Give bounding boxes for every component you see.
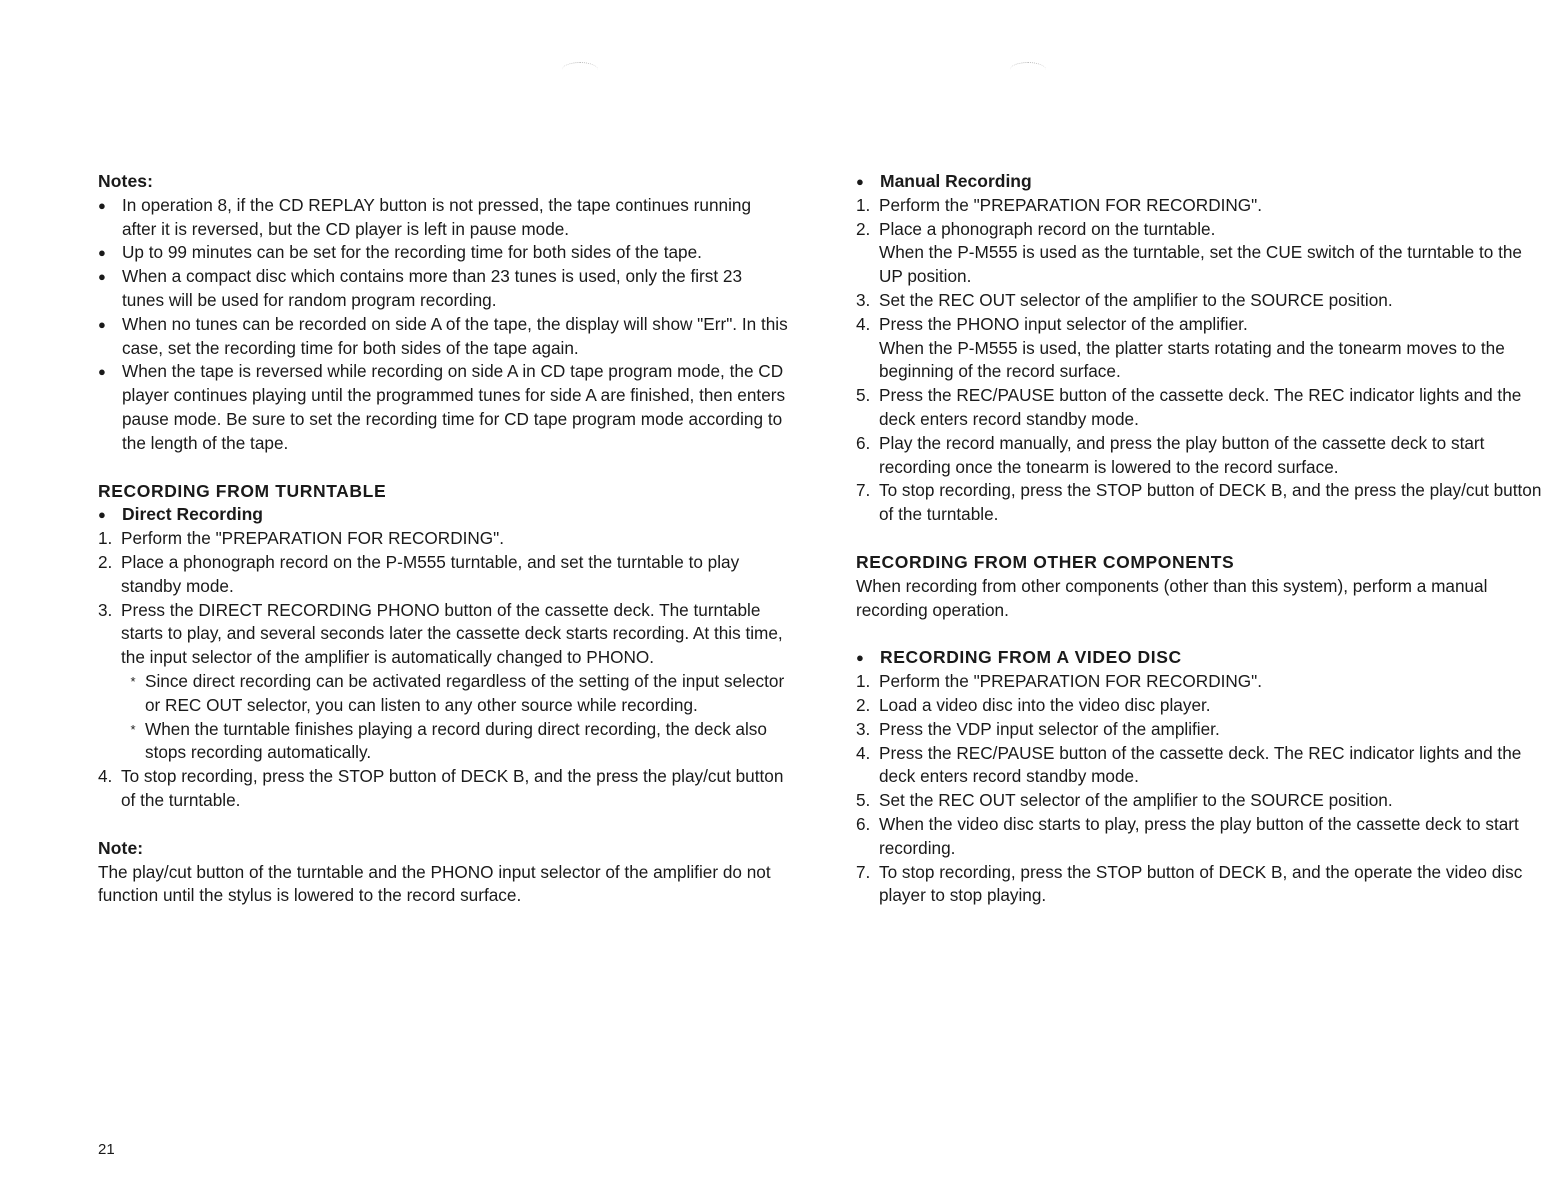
step-item — [856, 861, 1546, 909]
step-number: 3. — [98, 599, 113, 620]
video-disc-heading: RECORDING FROM A VIDEO DISC — [880, 647, 1182, 668]
step-item — [856, 432, 1546, 480]
bullet-icon: ● — [98, 364, 106, 380]
step-extra-text: When the P-M555 is used, the platter starts rotating and the tonearm moves to the beginning of the record surface. — [879, 337, 1505, 382]
step-item — [98, 765, 788, 813]
step-number: 4. — [856, 742, 871, 763]
step-number: 3. — [856, 289, 871, 310]
asterisk-icon: * — [130, 721, 136, 737]
section-title-turntable: RECORDING FROM TURNTABLE — [98, 480, 387, 501]
step-item — [856, 479, 1546, 527]
step-number: 7. — [856, 480, 871, 501]
note-text: The play/cut button of the turntable and the PHONO input selector of the amplifier do not function until the stylus is lowered to the record surface. — [98, 861, 771, 906]
note-text: When no tunes can be recorded on side A of the tape, the display will show "Err". In this case, set the recording time for both sides of the tape again. — [122, 313, 788, 358]
step-item — [856, 742, 1546, 790]
step-extra-text: When the P-M555 is used as the turntable, set the CUE switch of the turntable to the UP position. — [879, 242, 1522, 287]
list-item — [98, 265, 788, 313]
step-number: 7. — [856, 861, 871, 882]
step-item — [856, 670, 1546, 694]
step-text: When the video disc starts to play, press the play button of the cassette deck to start recording. — [879, 813, 1519, 858]
step-text: Perform the "PREPARATION FOR RECORDING". — [879, 194, 1263, 215]
note-heading: Note: — [98, 837, 144, 858]
scan-mark — [1010, 62, 1046, 77]
step-text: Press the REC/PAUSE button of the cassette deck. The REC indicator lights and the deck enters record standby mode. — [879, 385, 1522, 429]
step-text: Place a phonograph record on the P-M555 turntable, and set the turntable to play standby mode. — [121, 551, 740, 596]
direct-recording-heading: Direct Recording — [122, 504, 263, 525]
step-number: 2. — [856, 218, 871, 239]
step-item — [856, 313, 1546, 337]
step-item — [856, 218, 1546, 242]
bullet-icon: ● — [98, 507, 106, 523]
list-item — [98, 313, 788, 361]
other-components-text: When recording from other components (other than this system), perform a manual recording operation. — [856, 575, 1488, 620]
step-item — [856, 194, 1546, 218]
step-item — [98, 551, 788, 599]
step-text: Press the DIRECT RECORDING PHONO button of the cassette deck. The turntable starts to play, and several seconds later the cassette deck starts recording. At this time, the input selector of the amplifier is automatically changed to PHONO. — [121, 599, 783, 668]
step-item — [856, 813, 1546, 861]
scan-mark — [562, 62, 598, 77]
right-column — [856, 170, 1546, 908]
step-text: To stop recording, press the STOP button of DECK B, and the operate the video disc player to stop playing. — [879, 861, 1523, 906]
note-text: When the tape is reversed while recording on side A in CD tape program mode, the CD player continues playing until the programmed tunes for side A are finished, then enters pause mode. Be sure to set the recording time for CD tape program mode according to the length of the tape. — [122, 361, 786, 453]
page-number: 21 — [98, 1141, 115, 1158]
step-item — [856, 694, 1546, 718]
step-text: To stop recording, press the STOP button of DECK B, and the press the play/cut button of the turntable. — [879, 480, 1542, 525]
step-number: 1. — [856, 194, 871, 215]
section-title-other-components: RECORDING FROM OTHER COMPONENTS — [856, 551, 1235, 572]
note-text: Up to 99 minutes can be set for the recording time for both sides of the tape. — [122, 242, 702, 263]
step-text: Place a phonograph record on the turntable. — [879, 218, 1216, 239]
step-item — [856, 384, 1546, 432]
step-text: Perform the "PREPARATION FOR RECORDING". — [879, 671, 1263, 692]
step-item — [98, 599, 788, 670]
star-note-text: When the turntable finishes playing a record during direct recording, the deck also stops recording automatically. — [145, 718, 767, 763]
sub-heading-video — [856, 646, 1546, 670]
left-column — [98, 170, 788, 908]
step-number: 2. — [98, 551, 113, 572]
step-text: Perform the "PREPARATION FOR RECORDING". — [121, 528, 505, 549]
step-number: 6. — [856, 432, 871, 453]
step-text: Press the VDP input selector of the amplifier. — [879, 718, 1220, 739]
step-number: 6. — [856, 813, 871, 834]
bullet-icon: ● — [856, 174, 864, 189]
list-item — [98, 194, 788, 242]
step-text: Load a video disc into the video disc player. — [879, 694, 1211, 715]
step-item — [856, 789, 1546, 813]
manual-recording-heading: Manual Recording — [880, 171, 1032, 191]
step-item — [98, 527, 788, 551]
bullet-icon: ● — [98, 245, 106, 261]
bullet-icon: ● — [98, 269, 106, 285]
star-note-text: Since direct recording can be activated regardless of the setting of the input selector or REC OUT selector, you can listen to any other source while recording. — [145, 670, 785, 715]
step-text: Press the PHONO input selector of the amplifier. — [879, 313, 1248, 334]
step-number: 4. — [856, 313, 871, 334]
bullet-icon: ● — [98, 197, 106, 213]
list-item — [98, 360, 788, 455]
step-number: 4. — [98, 766, 113, 787]
asterisk-icon: * — [130, 673, 136, 689]
step-number: 1. — [98, 528, 113, 549]
step-item — [856, 718, 1546, 742]
step-text: Play the record manually, and press the play button of the cassette deck to start recording once the tonearm is lowered to the record surface. — [879, 432, 1485, 477]
sub-heading-manual — [856, 170, 1546, 194]
step-number: 2. — [856, 694, 871, 715]
step-number: 1. — [856, 671, 871, 692]
note-text: In operation 8, if the CD REPLAY button is not pressed, the tape continues running after it is reversed, but the CD player is left in pause mode. — [122, 194, 752, 239]
sub-heading-direct — [98, 503, 788, 527]
bullet-icon: ● — [856, 650, 864, 666]
step-text: Press the REC/PAUSE button of the cassette deck. The REC indicator lights and the deck enters record standby mode. — [879, 742, 1522, 787]
step-text: Set the REC OUT selector of the amplifier to the SOURCE position. — [879, 289, 1393, 310]
step-item — [856, 289, 1546, 313]
list-item — [98, 241, 788, 265]
star-note — [98, 670, 788, 718]
note-text: When a compact disc which contains more than 23 tunes is used, only the first 23 tunes will be used for random program recording. — [122, 266, 743, 310]
step-number: 5. — [856, 790, 871, 811]
step-number: 3. — [856, 718, 871, 739]
star-note — [98, 718, 788, 766]
bullet-icon: ● — [98, 316, 106, 332]
notes-heading: Notes: — [98, 171, 154, 191]
step-text: Set the REC OUT selector of the amplifier to the SOURCE position. — [879, 790, 1393, 811]
step-text: To stop recording, press the STOP button of DECK B, and the press the play/cut button of the turntable. — [121, 766, 784, 810]
step-number: 5. — [856, 385, 871, 406]
